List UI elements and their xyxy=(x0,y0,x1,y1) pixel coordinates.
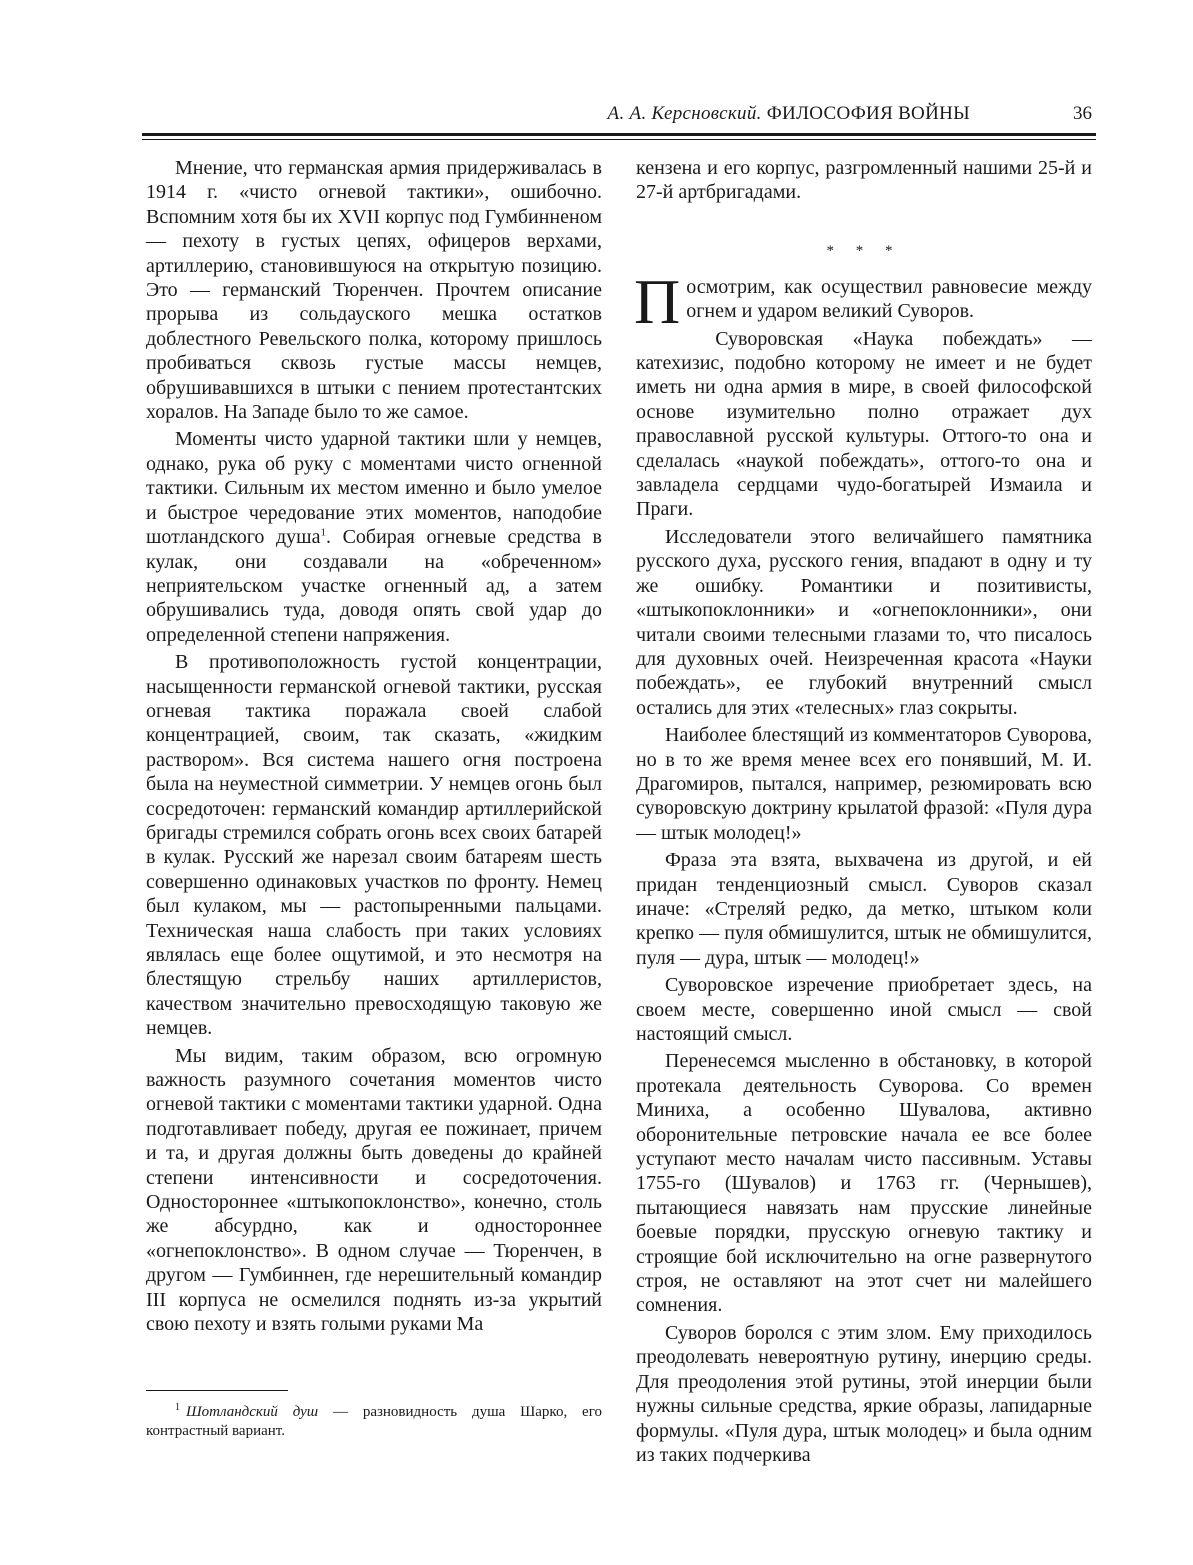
paragraph xyxy=(634,265,1092,337)
footnote xyxy=(146,1403,602,1441)
paragraph-text: . Собирая огневые средства в кулак, они создавали на «обреченном» неприятельском участке огненный ад, а затем обрушивались туда, доводя опять свой удар до определенной степени напряжения. xyxy=(146,526,603,646)
paragraph xyxy=(146,427,602,647)
footnote-rule xyxy=(146,1390,288,1391)
footnote-text: — разновидность душа Шарко, его контрастный вариант. xyxy=(146,1404,602,1439)
paragraph: Фраза эта взята, выхвачена из другой, и ей придан тенденциозный смысл. Суворов сказал иначе: «Стреляй редко, да метко, штыком коли крепко — пуля обмишулится, штык не обмишулится, пуля — дура, штык — молодец!» xyxy=(636,849,1092,969)
paragraph: Мы видим, таким образом, всю огромную важность разумного сочетания моментов чисто огневой тактики с моментами тактики ударной. Одна подготавливает победу, другая ее пожинает, причем и та, и другая должны быть доведены до крайней степени интенсивности и сосредоточения. Одностороннее «штыкопоклонство», конечно, столь же абсурдно, как и одностороннее «огнепоклонство». В одном случае — Тюренчен, в другом — Гумбиннен, где нерешительный командир III корпуса не осмелился поднять из-за укрытий свою пехоту и взять голыми руками Ма xyxy=(146,1044,602,1336)
paragraph: Суворовское изречение приобретает здесь, на своем месте, совершенно иной смысл — свой настоящий смысл. xyxy=(636,974,1092,1045)
paragraph: Перенесемся мысленно в обстановку, в которой протекала деятельность Суворова. Со времен Миниха, а особенно Шувалова, активно оборонительные петровские начала ее все более уступают место началам чисто пассивным. Уставы 1755-го (Шувалов) и 1763 гг. (Чернышев), пытающиеся навязать нам прусские линейные боевые порядки, прусскую огневую тактику и строящие бой исключительно на огне развернутого строя, не оставляют на этот счет ни малейшего сомнения. xyxy=(636,1050,1092,1317)
paragraph: Суворов боролся с этим злом. Ему приходилось преодолевать невероятную рутину, инерцию среды. Для преодоления этой рутины, этой инерции были нужны сильные средства, яркие образы, лапидарные формулы. «Пуля дура, штык молодец» и была одним из таких подчеркива xyxy=(636,1321,1092,1466)
paragraph: Исследователи этого величайшего памятника русского духа, русского гения, впадают в одну и ту же ошибку. Романтики и позитивисты, «штыкопоклонники» и «огнепоклонники», они читали своими телесными глазами то, что писалось для духовных очей. Неизреченная красота «Науки побеждать», ее глубокий внутренний смысл остались для этих «телесных» глаз сокрыты. xyxy=(636,525,1092,719)
header-rule-thin xyxy=(142,139,1096,140)
paragraph-text: Моменты чисто ударной тактики шли у немцев, однако, рука об руку с моментами чисто огненной тактики. Сильным их местом именно и было умелое и быстрое чередование этих моментов, наподобие шотландского душа xyxy=(146,428,602,549)
running-head xyxy=(146,100,970,128)
right-column xyxy=(636,156,1092,1470)
footnote-ref: 1 xyxy=(320,526,326,539)
left-column xyxy=(146,156,602,1340)
paragraph: В противоположность густой концентрации, насыщенности германской огневой тактики, русская огневая тактика поражала своей слабой концентрацией, своим, так сказать, «жидким раствором». Вся система нашего огня построена была на неуместной симметрии. У немцев огонь был сосредоточен: германский командир артиллерийской бригады стремился собрать огонь всех своих батарей в кулак. Русский же нарезал своим батареям шесть совершенно одинаковых участков по фронту. Немец был кулаком, мы — растопыренными пальцами. Техническая наша слабость при таких условиях являлась еще более ощутимой, и это несмотря на блестящую стрельбу наших артиллеристов, качеством значительно превосходящую таковую же немцев. xyxy=(146,651,602,1040)
paragraph-text: осмотрим, как осуществил равновесие между огнем и ударом великий Суворов. xyxy=(686,275,1092,323)
running-header xyxy=(146,100,1096,130)
footnote-term: Шотландский душ xyxy=(186,1404,319,1420)
section-separator: * * * xyxy=(826,242,902,259)
header-rule-thick xyxy=(142,133,1096,136)
running-head-author: А. А. Керсновский. xyxy=(607,103,762,124)
paragraph: Наиболее блестящий из комментаторов Суворова, но в то же время менее всех его понявший, М. И. Драгомиров, пытался, например, резюмировать всю суворовскую доктрину крылатой фразой: «Пуля дура — штык молодец!» xyxy=(636,724,1092,844)
paragraph: Мнение, что германская армия придерживалась в 1914 г. «чисто огневой тактики», ошибочно. Вспомним хотя бы их XVII корпус под Гумбинненом — пехоту в густых цепях, офицеров верхами, артиллерию, становившуюся на открытую позицию. Это — германский Тюренчен. Прочтем описание прорыва из сольдауского мешка остатков доблестного Ревельского полка, которому пришлось пробиваться сквозь густые массы немцев, обрушивавшихся в штыки с пением протестантских хоралов. На Западе было то же самое. xyxy=(146,157,602,424)
paragraph: кензена и его корпус, разгромленный нашими 25-й и 27-й артбригадами. xyxy=(636,157,1092,204)
paragraph: Суворовская «Наука побеждать» — катехизис, подобно которому не имеет и не будет иметь ни одна армия в мире, в своей философской основе изумительно полно отражает дух православной русской культуры. Оттого-то она и сделалась «наукой побеждать», оттого-то она и завладела сердцами чудо-богатырей Измаила и Праги. xyxy=(636,327,1092,521)
running-head-title: ФИЛОСОФИЯ ВОЙНЫ xyxy=(766,103,970,124)
page-number: 36 xyxy=(1073,103,1092,124)
drop-cap: П xyxy=(634,265,681,337)
footnote-number: 1 xyxy=(175,1402,180,1413)
